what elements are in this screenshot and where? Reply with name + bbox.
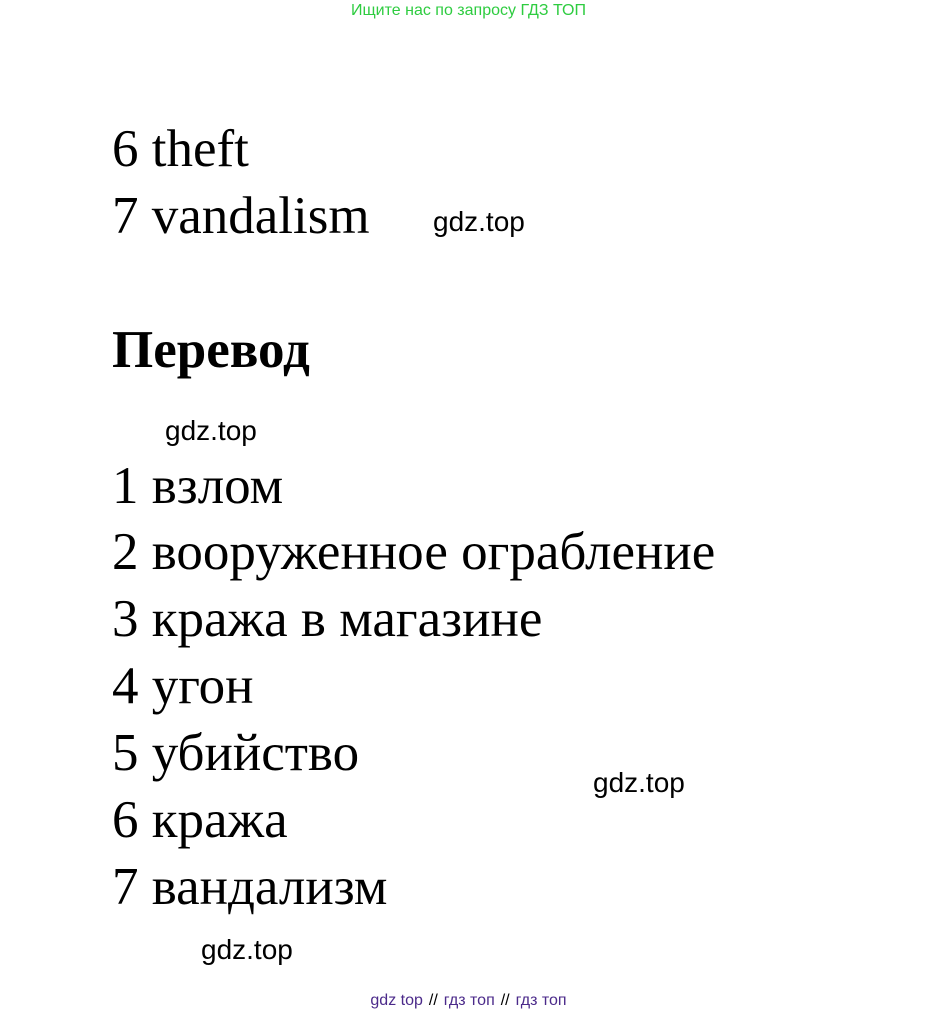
item-number: 3 [112, 590, 139, 648]
watermark: gdz.top [165, 415, 257, 446]
english-item-7 [112, 186, 370, 246]
item-number: 1 [112, 457, 139, 515]
translation-item-4 [112, 656, 254, 716]
translation-item-6 [112, 790, 288, 850]
item-word: кража [151, 791, 288, 849]
translation-heading: Перевод [112, 321, 310, 379]
footer-separator: // [428, 992, 438, 1009]
footer-link[interactable]: гдз топ [515, 992, 567, 1009]
item-number: 4 [112, 657, 139, 715]
footer [0, 991, 937, 1011]
footer-separator: // [500, 992, 510, 1009]
item-number: 7 [112, 187, 139, 245]
translation-item-2 [112, 522, 715, 582]
item-number: 6 [112, 120, 139, 178]
item-word: взлом [151, 457, 284, 515]
item-number: 6 [112, 791, 139, 849]
translation-item-5 [112, 723, 359, 783]
item-word: theft [151, 120, 249, 178]
item-word: vandalism [151, 187, 370, 245]
translation-item-1 [112, 456, 283, 516]
footer-link[interactable]: gdz top [370, 992, 423, 1009]
item-word: вандализм [151, 858, 388, 916]
english-item-6 [112, 119, 249, 179]
item-number: 5 [112, 724, 139, 782]
watermark: gdz.top [593, 767, 685, 798]
item-word: угон [151, 657, 254, 715]
item-number: 2 [112, 523, 139, 581]
translation-item-3 [112, 589, 542, 649]
item-number: 7 [112, 858, 139, 916]
footer-link[interactable]: гдз топ [443, 992, 495, 1009]
item-word: убийство [151, 724, 360, 782]
item-word: кража в магазине [151, 590, 543, 648]
watermark: gdz.top [201, 934, 293, 965]
translation-item-7 [112, 857, 387, 917]
watermark: gdz.top [433, 206, 525, 237]
item-word: вооруженное ограбление [151, 523, 716, 581]
top-banner: Ищите нас по запросу ГДЗ ТОП [351, 2, 586, 19]
